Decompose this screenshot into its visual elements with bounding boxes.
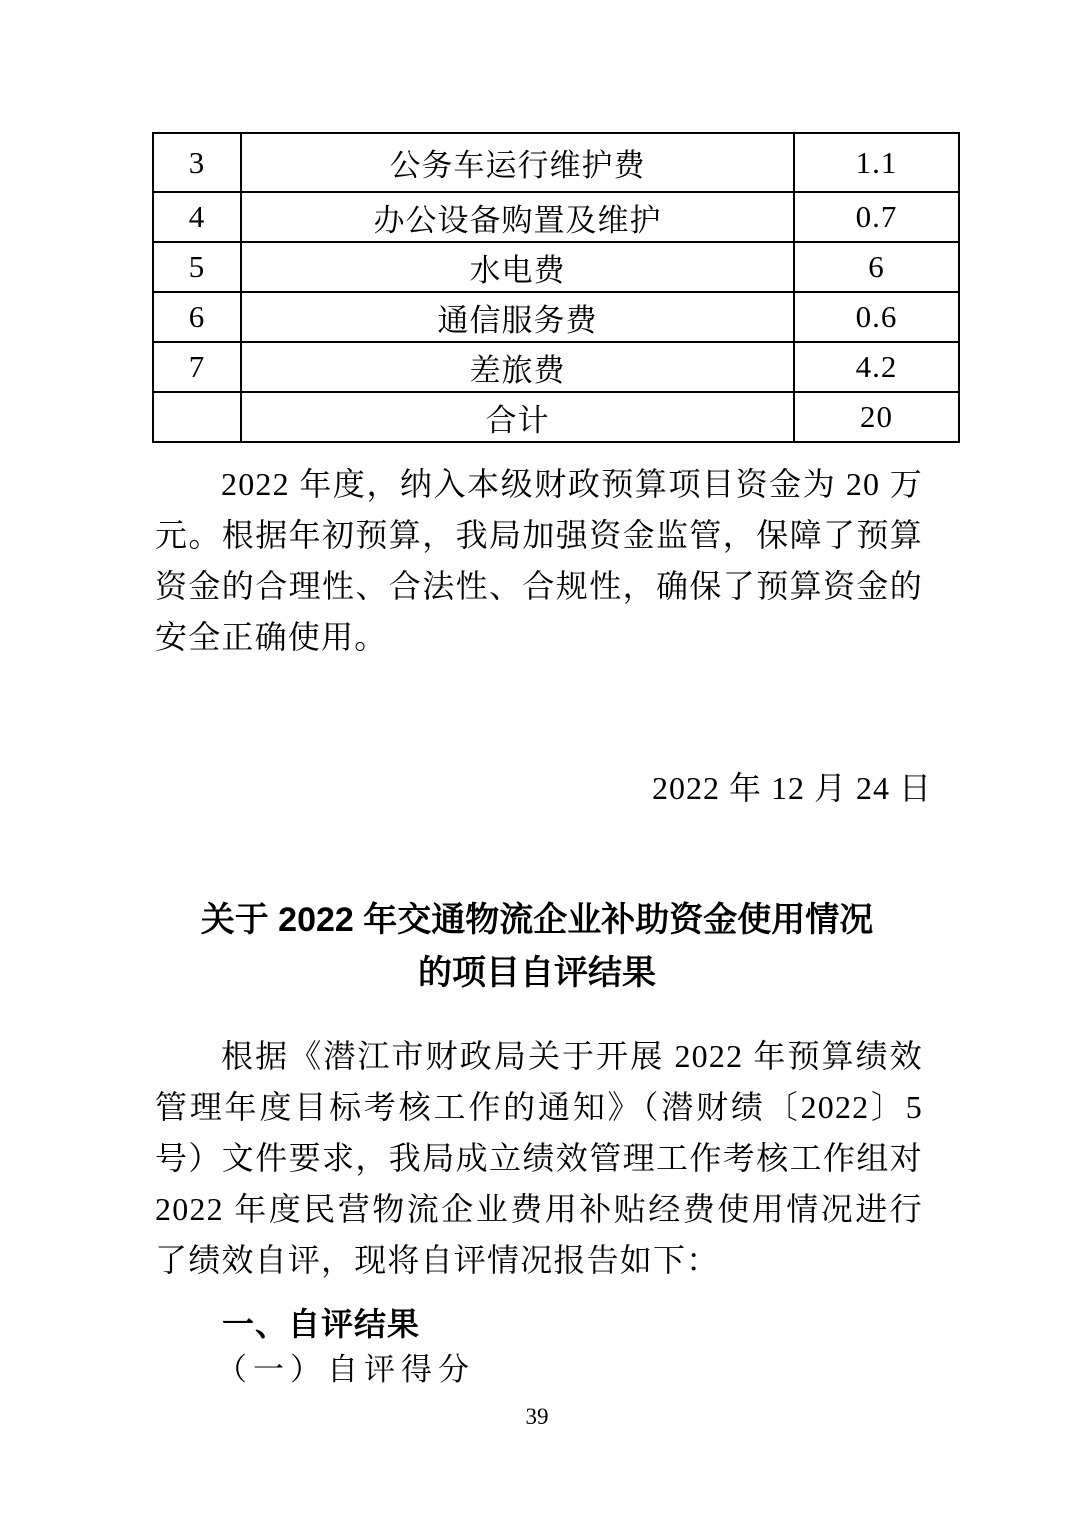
amount-cell: 4.2 bbox=[794, 342, 959, 392]
document-title bbox=[0, 894, 1074, 1000]
subsection-heading-self-evaluation-score: （一）自评得分 bbox=[216, 1352, 475, 1387]
row-number-cell bbox=[153, 392, 241, 442]
row-number-cell: 6 bbox=[153, 292, 241, 342]
amount-cell: 0.7 bbox=[794, 192, 959, 242]
amount-cell: 0.6 bbox=[794, 292, 959, 342]
expense-table bbox=[152, 132, 960, 443]
row-number-cell: 4 bbox=[153, 192, 241, 242]
table-row bbox=[153, 292, 959, 342]
amount-cell: 1.1 bbox=[794, 133, 959, 192]
item-name-cell: 合计 bbox=[241, 392, 794, 442]
table-row-total bbox=[153, 392, 959, 442]
document-title-line1: 关于 2022 年交通物流企业补助资金使用情况 bbox=[200, 901, 874, 939]
table-row bbox=[153, 133, 959, 192]
document-date: 2022 年 12 月 24 日 bbox=[652, 770, 933, 806]
item-name-cell: 差旅费 bbox=[241, 342, 794, 392]
budget-paragraph: 2022 年度，纳入本级财政预算项目资金为 20 万元。根据年初预算，我局加强资金监管，保障了预算资金的合理性、合法性、合规性，确保了预算资金的安全正确使用。 bbox=[155, 466, 923, 655]
row-number-cell: 5 bbox=[153, 242, 241, 292]
intro-paragraph: 根据《潜江市财政局关于开展 2022 年预算绩效管理年度目标考核工作的通知》（潜财绩〔2022〕5 号）文件要求，我局成立绩效管理工作考核工作组对 2022 年度民营物流企业费用补贴经费使用情况进行了绩效自评，现将自评情况报告如下： bbox=[155, 1038, 923, 1278]
item-name-cell: 公务车运行维护费 bbox=[241, 133, 794, 192]
amount-cell: 20 bbox=[794, 392, 959, 442]
page-number: 39 bbox=[525, 1404, 549, 1429]
table-row bbox=[153, 192, 959, 242]
row-number-cell: 3 bbox=[153, 133, 241, 192]
item-name-cell: 水电费 bbox=[241, 242, 794, 292]
item-name-cell: 办公设备购置及维护 bbox=[241, 192, 794, 242]
amount-cell: 6 bbox=[794, 242, 959, 292]
item-name-cell: 通信服务费 bbox=[241, 292, 794, 342]
table-row bbox=[153, 242, 959, 292]
section-heading-self-evaluation-result: 一、自评结果 bbox=[222, 1306, 421, 1342]
document-title-line2: 的项目自评结果 bbox=[418, 954, 656, 992]
row-number-cell: 7 bbox=[153, 342, 241, 392]
table-row bbox=[153, 342, 959, 392]
